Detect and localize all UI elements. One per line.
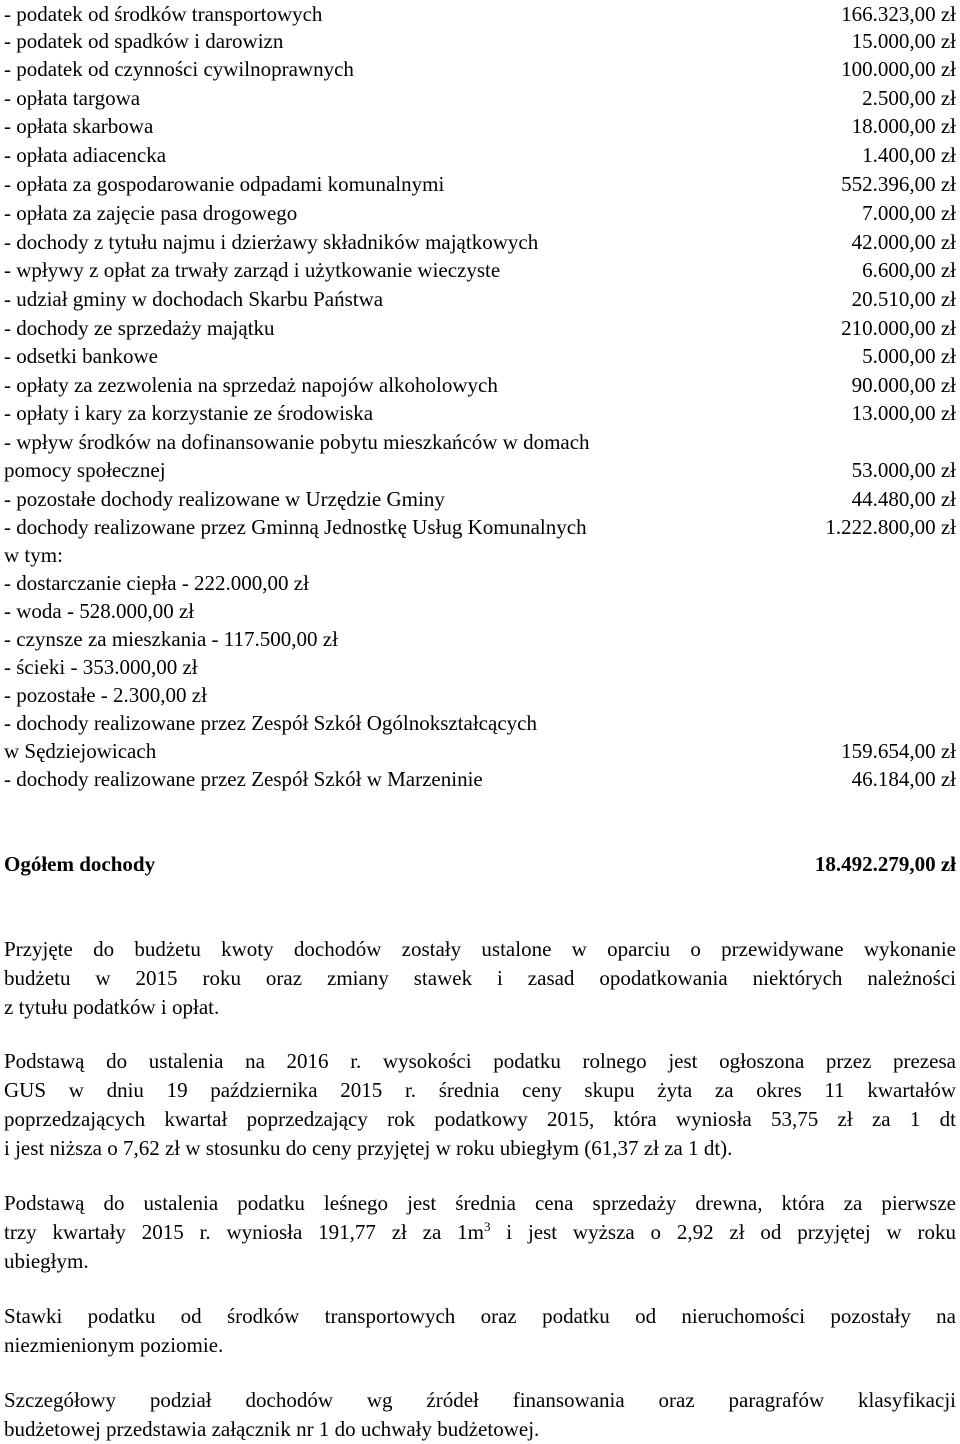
income-amount: 13.000,00 zł <box>851 401 956 425</box>
income-row <box>4 428 956 457</box>
income-label: - podatek od spadków i darowizn <box>4 29 284 53</box>
income-row <box>4 569 956 598</box>
income-row <box>4 625 956 654</box>
income-amount: 15.000,00 zł <box>851 29 956 53</box>
income-row <box>4 709 956 738</box>
income-row <box>4 112 956 141</box>
income-row <box>4 55 956 84</box>
income-row <box>4 199 956 228</box>
income-amount: 18.000,00 zł <box>851 114 956 138</box>
income-row <box>4 342 956 371</box>
income-label: - wpływy z opłat za trwały zarząd i użytkowanie wieczyste <box>4 258 501 282</box>
paragraph-line: i jest niższa o 7,62 zł w stosunku do ceny przyjętej w roku ubiegłym (61,37 zł za 1 dt). <box>4 1136 733 1160</box>
income-row <box>4 27 956 56</box>
paragraph-line: Szczegółowy podział dochodów wg źródeł finansowania oraz paragrafów klasyfikacji <box>4 1388 956 1412</box>
text-segment: trzy kwartały 2015 r. wyniosła 191,77 zł za 1m <box>4 1220 484 1244</box>
income-row <box>4 485 956 514</box>
income-row <box>4 541 956 570</box>
income-row <box>4 513 956 542</box>
income-label: - opłaty i kary za korzystanie ze środowiska <box>4 401 374 425</box>
income-row <box>4 653 956 682</box>
paragraph-line: Stawki podatku od środków transportowych oraz podatku od nieruchomości pozostały na <box>4 1304 956 1328</box>
income-row <box>4 371 956 400</box>
income-amount: 42.000,00 zł <box>851 230 956 254</box>
income-label: - pozostałe - 2.300,00 zł <box>4 683 207 707</box>
income-row <box>4 0 956 29</box>
paragraph-line: Przyjęte do budżetu kwoty dochodów zostały ustalone w oparciu o przewidywane wykonanie <box>4 937 956 961</box>
income-row <box>4 456 956 485</box>
income-amount: 1.400,00 zł <box>862 143 956 167</box>
income-amount: 90.000,00 zł <box>851 373 956 397</box>
income-amount: 7.000,00 zł <box>862 201 956 225</box>
income-label: - opłata za gospodarowanie odpadami komunalnymi <box>4 172 445 196</box>
paragraph-rates <box>4 1302 956 1360</box>
income-label: - dochody z tytułu najmu i dzierżawy składników majątkowych <box>4 230 539 254</box>
income-label: - udział gminy w dochodach Skarbu Państwa <box>4 287 384 311</box>
income-label: - opłata targowa <box>4 86 141 110</box>
income-label: - opłata za zajęcie pasa drogowego <box>4 201 298 225</box>
paragraph-line: Podstawą do ustalenia podatku leśnego jest średnia cena sprzedaży drewna, która za pierwsze <box>4 1191 956 1215</box>
paragraph-line: z tytułu podatków i opłat. <box>4 995 220 1019</box>
income-label: w Sędziejowicach <box>4 739 157 763</box>
paragraph-forest-tax <box>4 1189 956 1276</box>
income-amount: 100.000,00 zł <box>841 57 956 81</box>
income-row <box>4 737 956 766</box>
income-label: w tym: <box>4 543 63 567</box>
income-amount: 552.396,00 zł <box>841 172 956 196</box>
income-row <box>4 597 956 626</box>
paragraph-line: niezmienionym poziomie. <box>4 1333 224 1357</box>
income-amount: 210.000,00 zł <box>841 316 956 340</box>
income-amount: 5.000,00 zł <box>862 344 956 368</box>
income-label: - dostarczanie ciepła - 222.000,00 zł <box>4 571 309 595</box>
income-label: - dochody ze sprzedaży majątku <box>4 316 275 340</box>
income-label: - podatek od czynności cywilnoprawnych <box>4 57 354 81</box>
income-amount: 53.000,00 zł <box>851 458 956 482</box>
paragraph-line: Podstawą do ustalenia na 2016 r. wysokości podatku rolnego jest ogłoszona przez prezesa <box>4 1049 956 1073</box>
total-amount: 18.492.279,00 zł <box>814 852 956 876</box>
income-label: pomocy społecznej <box>4 458 166 482</box>
income-amount: 166.323,00 zł <box>841 2 956 26</box>
income-row <box>4 256 956 285</box>
income-label: - woda - 528.000,00 zł <box>4 599 195 623</box>
income-row <box>4 141 956 170</box>
paragraph-basis <box>4 935 956 1022</box>
income-row <box>4 314 956 343</box>
income-label: - dochody realizowane przez Zespół Szkół Ogólnokształcących <box>4 711 537 735</box>
income-amount: 46.184,00 zł <box>851 767 956 791</box>
paragraph-line: GUS w dniu 19 października 2015 r. średnia ceny skupu żyta za okres 11 kwartałów <box>4 1078 956 1102</box>
income-label: - dochody realizowane przez Gminną Jednostkę Usług Komunalnych <box>4 515 587 539</box>
income-row <box>4 285 956 314</box>
income-label: - opłata skarbowa <box>4 114 154 138</box>
total-row <box>4 850 956 879</box>
paragraph-agricultural-tax <box>4 1047 956 1163</box>
income-amount: 20.510,00 zł <box>851 287 956 311</box>
income-amount: 1.222.800,00 zł <box>825 515 956 539</box>
income-label: - podatek od środków transportowych <box>4 2 323 26</box>
paragraph-line: budżetu w 2015 roku oraz zmiany stawek i zasad opodatkowania niektórych należności <box>4 966 956 990</box>
paragraph-line: poprzedzających kwartał poprzedzający rok podatkowy 2015, która wyniosła 53,75 zł za 1 dt <box>4 1107 956 1131</box>
income-amount: 6.600,00 zł <box>862 258 956 282</box>
income-row <box>4 765 956 794</box>
paragraph-line: ubiegłym. <box>4 1249 89 1273</box>
income-label: - opłata adiacencka <box>4 143 167 167</box>
total-label: Ogółem dochody <box>4 852 156 876</box>
income-row <box>4 84 956 113</box>
income-row <box>4 399 956 428</box>
income-amount: 44.480,00 zł <box>851 487 956 511</box>
income-row <box>4 228 956 257</box>
superscript: 3 <box>483 1219 491 1234</box>
paragraph-line <box>4 1218 956 1247</box>
income-label: - ścieki - 353.000,00 zł <box>4 655 198 679</box>
income-row <box>4 170 956 199</box>
income-label: - wpływ środków na dofinansowanie pobytu mieszkańców w domach <box>4 430 590 454</box>
text-segment: i jest wyższa o 2,92 zł od przyjętej w roku <box>490 1220 956 1244</box>
income-amount: 2.500,00 zł <box>862 86 956 110</box>
paragraph-details <box>4 1386 956 1444</box>
income-label: - dochody realizowane przez Zespół Szkół w Marzeninie <box>4 767 483 791</box>
income-label: - pozostałe dochody realizowane w Urzędzie Gminy <box>4 487 445 511</box>
income-label: - czynsze za mieszkania - 117.500,00 zł <box>4 627 338 651</box>
income-label: - opłaty za zezwolenia na sprzedaż napojów alkoholowych <box>4 373 498 397</box>
income-amount: 159.654,00 zł <box>841 739 956 763</box>
income-label: - odsetki bankowe <box>4 344 158 368</box>
paragraph-line: budżetowej przedstawia załącznik nr 1 do uchwały budżetowej. <box>4 1417 540 1441</box>
income-row <box>4 681 956 710</box>
